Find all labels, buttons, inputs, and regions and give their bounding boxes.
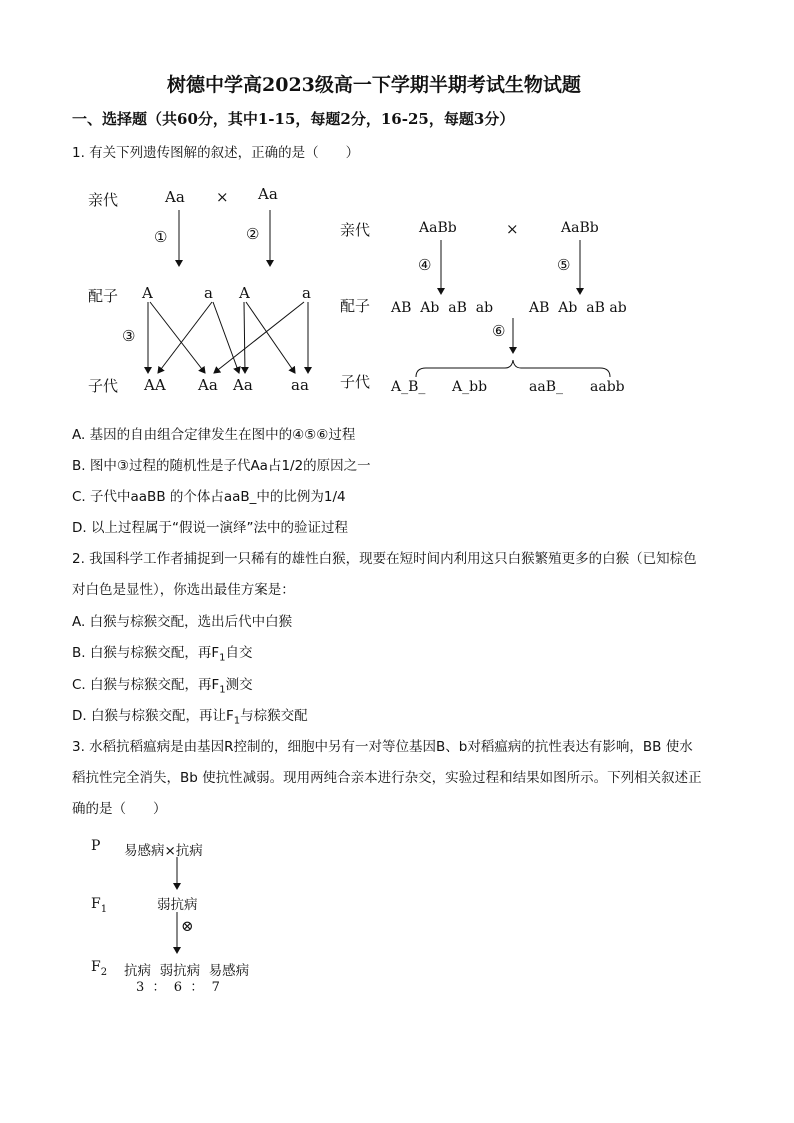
q3-f1-label: $F_1$ [91,896,108,915]
q1-option-a: A. 基因的自由组合定律发生在图中的④⑤⑥过程 [72,427,356,443]
d2-step-6: ⑥ [492,322,506,340]
q1-option-c: C. 子代中aaBB 的个体占aaB_中的比例为1/4 [72,489,346,505]
d1-gamete: a [302,284,311,302]
d2-parent-right: AaBb [561,220,599,236]
q3-f2-ratio: 3 ： 6 ： 7 [136,980,220,995]
d2-gametes-right: AB Ab aB ab [529,300,627,316]
d2-offspring: A_bb [452,379,488,395]
d1-cross-sign: × [216,188,229,206]
d1-parent-right: Aa [258,185,278,203]
section-heading: 一、选择题（共60分，其中1-15，每题2分，16-25，每题3分） [72,110,515,128]
q3-p-label: P [91,838,101,854]
question-3-stem-line2: 稻抗性完全消失，Bb 使抗性减弱。现用两纯合亲本进行杂交，实验过程和结果如图所示。下列相关叙述正 [72,770,702,786]
d1-step-1: ① [154,228,168,246]
q3-f2-label: $F_2$ [91,959,108,978]
question-2-stem-line2: 对白色是显性），你选出最佳方案是： [72,582,295,598]
q3-p-cross: 易感病×抗病 [124,843,203,859]
q2-option-d: D. 白猴与棕猴交配，再让$F_1$与棕猴交配 [72,708,308,727]
question-2-stem-line1: 2. 我国科学工作者捕捉到一只稀有的雄性白猴，现要在短时间内利用这只白猴繁殖更多的白猴（已知棕色 [72,551,697,567]
d1-step-2: ② [246,225,260,243]
d2-gamete-label: 配子 [340,297,371,315]
d2-offspring-label: 子代 [340,373,371,391]
d2-parent-label: 亲代 [340,221,371,239]
d2-gametes-left: AB Ab aB ab [391,300,494,316]
d1-parent-label: 亲代 [88,191,119,209]
q3-f1-phenotype: 弱抗病 [157,897,198,913]
d1-gamete: a [204,284,213,302]
q1-option-d: D. 以上过程属于“假说一演绎”法中的验证过程 [72,520,348,536]
d2-offspring: A_B_ [391,379,426,395]
q3-f2-phenotypes: 抗病 弱抗病 易感病 [124,963,250,979]
q2-option-c: C. 白猴与棕猴交配，再$F_1$测交 [72,677,253,696]
d1-offspring-label: 子代 [88,377,119,395]
d1-offspring: Aa [233,376,253,394]
d1-parent-left: Aa [165,188,185,206]
d2-step-4: ④ [418,256,432,274]
d1-gamete-label: 配子 [88,287,119,305]
q2-option-b: B. 白猴与棕猴交配，再$F_1$自交 [72,645,253,664]
question-1-stem: 1. 有关下列遗传图解的叙述，正确的是（ ） [72,145,360,161]
q1-option-b: B. 图中③过程的随机性是子代Aa占1/2的原因之一 [72,458,371,474]
d2-offspring: aabb [590,379,625,395]
d1-offspring: Aa [198,376,218,394]
page-title: 树德中学高2023级高一下学期半期考试生物试题 [167,74,581,96]
question-3-stem-line1: 3. 水稻抗稻瘟病是由基因R控制的，细胞中另有一对等位基因B、b对稻瘟病的抗性表达有影响，BB 使水 [72,739,693,755]
d2-offspring: aaB_ [529,379,563,395]
d2-parent-left: AaBb [419,220,457,236]
d1-offspring: AA [144,376,166,394]
d1-gamete: A [239,284,250,302]
d1-step-3: ③ [122,327,136,345]
d2-cross-sign: × [506,220,519,238]
d2-step-5: ⑤ [557,256,571,274]
d1-offspring: aa [291,376,309,394]
d1-gamete: A [142,284,153,302]
q3-selfing-symbol: ⊗ [181,917,194,935]
q2-option-a: A. 白猴与棕猴交配，选出后代中白猴 [72,614,293,630]
question-3-stem-line3: 确的是（ ） [72,801,167,817]
